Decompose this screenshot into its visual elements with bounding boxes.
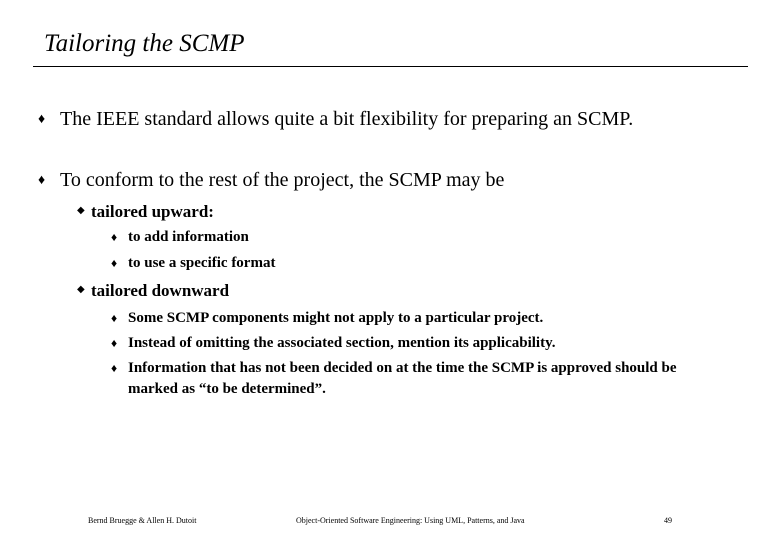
diamond-bullet-icon: ♦	[111, 230, 118, 244]
sub-bullet-upward	[77, 201, 214, 223]
downward-item-1-text: Some SCMP components might not apply to a particular project.	[128, 310, 544, 326]
upward-item-2	[111, 253, 728, 274]
sub-bullet-upward-text: tailored upward:	[91, 202, 214, 221]
diamond-bullet-icon: ◆	[77, 284, 85, 295]
upward-item-2-text: to use a specific format	[128, 255, 276, 271]
downward-item-2-text: Instead of omitting the associated section, mention its applicability.	[128, 335, 556, 351]
downward-item-3	[111, 358, 728, 400]
footer-page-number: 49	[664, 516, 672, 525]
downward-item-2	[111, 333, 728, 354]
upward-item-1-text: to add information	[128, 229, 249, 245]
diamond-bullet-icon: ♦	[111, 361, 118, 375]
bullet-1-text: The IEEE standard allows quite a bit flexibility for preparing an SCMP.	[60, 108, 634, 130]
slide-title: Tailoring the SCMP	[44, 30, 245, 57]
diamond-bullet-icon: ♦	[111, 256, 118, 270]
bullet-2	[38, 168, 740, 193]
diamond-bullet-icon: ♦	[38, 173, 46, 188]
sub-bullet-downward-text: tailored downward	[91, 281, 230, 300]
bullet-1	[38, 107, 740, 132]
diamond-bullet-icon: ♦	[111, 311, 118, 325]
sub-bullet-downward	[77, 280, 230, 302]
bullet-2-text: To conform to the rest of the project, the SCMP may be	[60, 169, 505, 191]
downward-item-3-text: Information that has not been decided on at the time the SCMP is approved should be marked as “to be determined”.	[128, 360, 677, 397]
diamond-bullet-icon: ♦	[111, 336, 118, 350]
diamond-bullet-icon: ◆	[77, 205, 85, 216]
upward-item-1	[111, 227, 728, 248]
downward-item-1	[111, 308, 728, 329]
title-rule	[33, 66, 748, 67]
footer-book: Object-Oriented Software Engineering: Using UML, Patterns, and Java	[296, 516, 525, 525]
diamond-bullet-icon: ♦	[38, 112, 46, 127]
footer-authors: Bernd Bruegge & Allen H. Dutoit	[88, 516, 197, 525]
